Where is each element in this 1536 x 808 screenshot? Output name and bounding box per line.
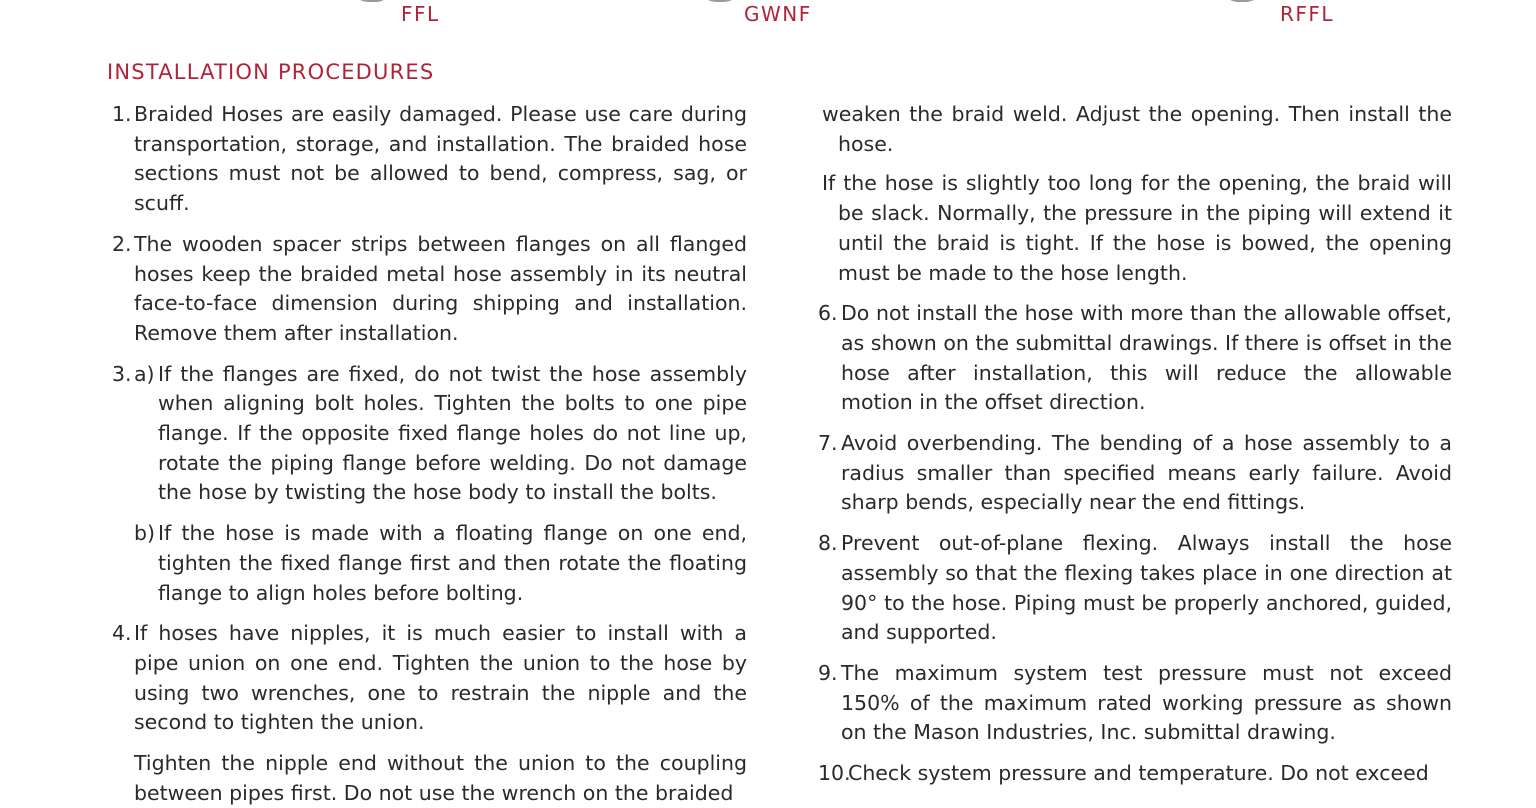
item-number: 3. [112, 361, 132, 386]
list-item [818, 429, 1452, 518]
right-column [818, 100, 1452, 800]
paragraph: If the hose is slightly too long for the opening, the braid will be slack. Normally, the pressure in the piping will extend it until the braid is tight. If the hose is bowed, the opening must be made to the hose length. [822, 171, 1452, 285]
rffl-label: RFFL [1280, 2, 1335, 26]
item-text: If hoses have nipples, it is much easier to install with a pipe union on one end. Tighten the union to the hose by using two wrenches, one to restrain the nipple and the second to tighten the union. [134, 621, 747, 735]
gwnf-illustration-edge [700, 0, 740, 2]
list-item [112, 360, 747, 609]
list-item [818, 759, 1452, 789]
sub-item-b [134, 519, 747, 608]
list-item [112, 619, 747, 738]
item-text: Avoid overbending. The bending of a hose assembly to a radius smaller than specified means early failure. Avoid sharp bends, especially near the end fittings. [841, 431, 1452, 515]
item-number: 9. [818, 660, 838, 685]
item-text: The maximum system test pressure must not exceed 150% of the maximum rated working pressure as shown on the Mason Industries, Inc. submittal drawing. [841, 660, 1452, 745]
gwnf-label: GWNF [744, 2, 812, 26]
item-number: 6. [818, 301, 838, 326]
sub-item-a [110, 360, 747, 509]
item-text: Do not install the hose with more than the allowable offset, as shown on the submittal drawings. If there is offset in the hose after installation, this will reduce the allowable motion in the offset direction. [841, 301, 1452, 415]
item-text: Prevent out-of-plane flexing. Always install the hose assembly so that the flexing takes place in one direction at 90° to the hose. Piping must be properly anchored, guided, and supported. [841, 531, 1452, 645]
ffl-illustration-edge [352, 0, 392, 2]
sub-item-text: If the hose is made with a floating flange on one end, tighten the fixed flange first and then rotate the floating flange to align holes before bolting. [158, 521, 747, 605]
list-item [818, 659, 1452, 748]
item-text: Check system pressure and temperature. Do not exceed [848, 761, 1429, 786]
item-number: 4. [112, 621, 132, 646]
sub-item-text: If the flanges are fixed, do not twist the hose assembly when aligning bolt holes. Tighten the bolts to one pipe flange. If the opposite fixed flange holes do not line up, rotate the piping flange before welding. Do not damage the hose by twisting the hose body to install the bolts. [158, 361, 747, 505]
ffl-label: FFL [401, 2, 440, 26]
list-item [112, 100, 747, 219]
sub-item-label: a) [134, 361, 155, 386]
item-number: 7. [818, 431, 838, 456]
left-column [112, 100, 747, 808]
rffl-illustration-edge [1222, 0, 1262, 2]
continued-paragraph: weaken the braid weld. Adjust the opening. Then install the hose. [822, 102, 1452, 156]
item-text: Braided Hoses are easily damaged. Please use care during transportation, storage, and installation. The braided hose sections must not be allowed to bend, compress, sag, or scuff. [134, 102, 747, 216]
item-number: 1. [112, 102, 132, 126]
list-item [818, 529, 1452, 648]
item-number: 8. [818, 531, 838, 556]
item-continuation: Tighten the nipple end without the union to the coupling between pipes first. Do not use the wrench on the braided [134, 751, 747, 805]
item-number: 2. [112, 231, 132, 256]
item-number: 10. [818, 761, 851, 786]
sub-item-label: b) [134, 521, 156, 546]
list-item [818, 299, 1452, 418]
section-title: INSTALLATION PROCEDURES [107, 60, 435, 84]
item-text: The wooden spacer strips between flanges on all flanged hoses keep the braided metal hose assembly in its neutral face-to-face dimension during shipping and installation. Remove them after installation. [134, 231, 747, 345]
list-item [112, 230, 747, 349]
